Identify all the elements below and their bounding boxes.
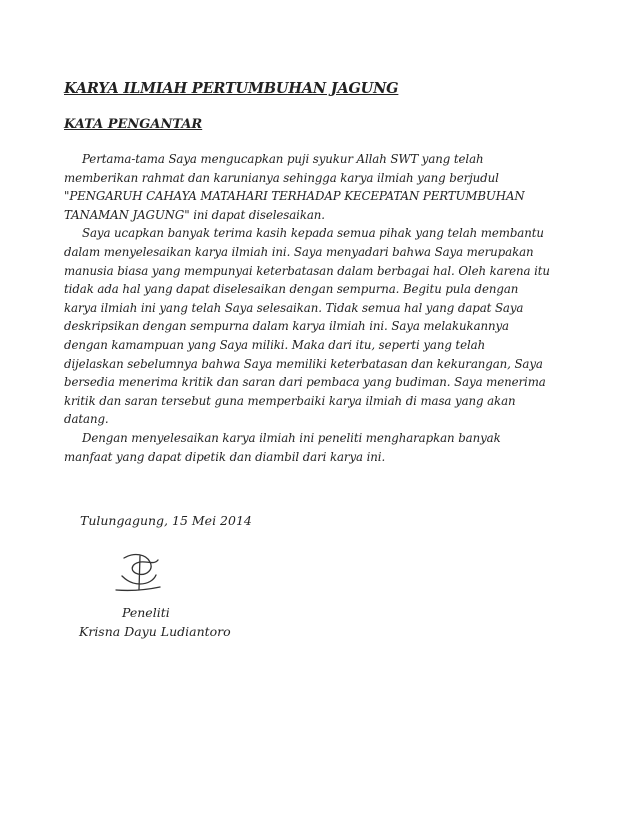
body-line: bersedia menerima kritik dan saran dari pembaca yang budiman. Saya menerima: [64, 375, 546, 390]
signer-role: Peneliti: [122, 605, 170, 620]
body-line: dijelaskan sebelumnya bahwa Saya memiliki keterbatasan dan kekurangan, Saya: [64, 356, 543, 371]
body-line: Dengan menyelesaikan karya ilmiah ini peneliti mengharapkan banyak: [82, 430, 501, 445]
body-line: dalam menyelesaikan karya ilmiah ini. Saya menyadari bahwa Saya merupakan: [64, 244, 534, 259]
body-line: manusia biasa yang mempunyai keterbatasan dalam berbagai hal. Oleh karena itu: [64, 263, 550, 278]
signature-image: [110, 550, 170, 600]
body-line: manfaat yang dapat dipetik dan diambil dari karya ini.: [64, 449, 386, 464]
body-line: memberikan rahmat dan karunianya sehingga karya ilmiah yang berjudul: [64, 170, 499, 185]
body-line: "PENGARUH CAHAYA MATAHARI TERHADAP KECEPATAN PERTUMBUHAN: [64, 189, 525, 204]
body-line: tidak ada hal yang dapat diselesaikan dengan sempurna. Begitu pula dengan: [64, 282, 519, 297]
body-text: [64, 150, 584, 466]
body-line: kritik dan saran tersebut guna memperbaiki karya ilmiah di masa yang akan: [64, 393, 516, 408]
body-line: Pertama-tama Saya mengucapkan puji syukur Allah SWT yang telah: [82, 152, 484, 166]
body-line: deskripsikan dengan sempurna dalam karya ilmiah ini. Saya melakukannya: [64, 319, 509, 334]
place-date: Tulungagung, 15 Mei 2014: [80, 513, 252, 528]
section-heading: KATA PENGANTAR: [64, 117, 203, 132]
body-line: TANAMAN JAGUNG" ini dapat diselesaikan.: [64, 207, 325, 222]
body-line: Saya ucapkan banyak terima kasih kepada semua pihak yang telah membantu: [82, 226, 544, 241]
signer-name: Krisna Dayu Ludiantoro: [79, 624, 231, 639]
body-line: dengan kamampuan yang Saya miliki. Maka dari itu, seperti yang telah: [64, 337, 486, 352]
document-title: KARYA ILMIAH PERTUMBUHAN JAGUNG: [64, 80, 399, 97]
body-line: karya ilmiah ini yang telah Saya selesaikan. Tidak semua hal yang dapat Saya: [64, 300, 524, 315]
body-line: datang.: [64, 412, 109, 427]
